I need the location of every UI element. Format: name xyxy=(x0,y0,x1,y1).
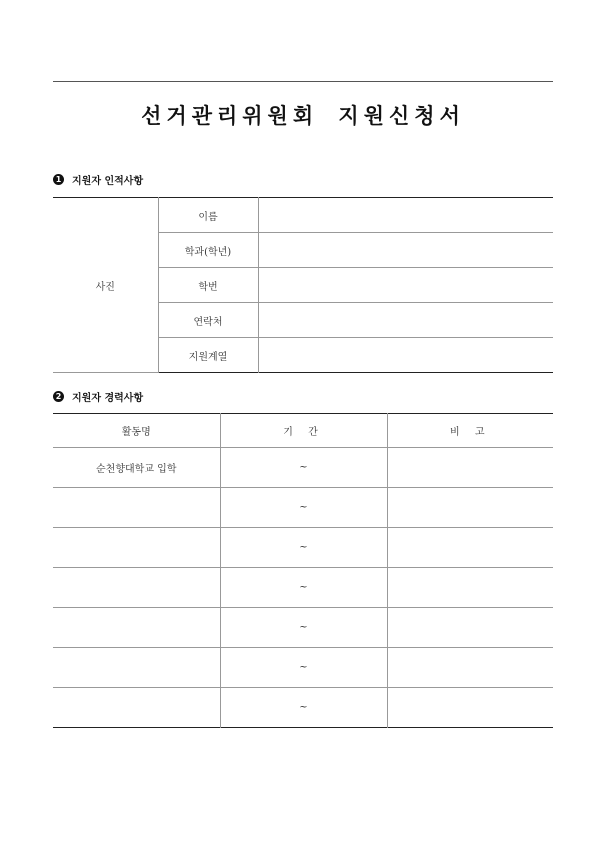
activity-cell[interactable] xyxy=(53,648,220,688)
period-cell[interactable]: ~ xyxy=(220,528,387,568)
field-value-department[interactable] xyxy=(258,233,553,268)
table-header-row xyxy=(53,414,553,448)
period-cell[interactable]: ~ xyxy=(220,488,387,528)
table-row xyxy=(53,528,553,568)
section-heading-text: 지원자 인적사항 xyxy=(72,176,144,187)
note-cell[interactable] xyxy=(387,488,553,528)
activity-cell[interactable] xyxy=(53,488,220,528)
activity-cell[interactable] xyxy=(53,568,220,608)
note-cell[interactable] xyxy=(387,608,553,648)
top-divider xyxy=(53,81,553,82)
field-label-contact: 연락처 xyxy=(158,303,258,338)
table-row xyxy=(53,688,553,728)
table-row xyxy=(53,608,553,648)
career-table xyxy=(53,413,553,728)
note-cell[interactable] xyxy=(387,688,553,728)
table-row xyxy=(53,648,553,688)
table-row xyxy=(53,488,553,528)
column-header-note: 비 고 xyxy=(387,414,553,448)
column-header-period: 기 간 xyxy=(220,414,387,448)
period-cell[interactable]: ~ xyxy=(220,648,387,688)
activity-cell[interactable]: 순천향대학교 입학 xyxy=(53,448,220,488)
note-cell[interactable] xyxy=(387,648,553,688)
period-cell[interactable]: ~ xyxy=(220,568,387,608)
section-heading-text: 지원자 경력사항 xyxy=(72,393,144,404)
field-value-track[interactable] xyxy=(258,338,553,373)
note-cell[interactable] xyxy=(387,448,553,488)
activity-cell[interactable] xyxy=(53,608,220,648)
table-row xyxy=(53,568,553,608)
field-label-student-id: 학번 xyxy=(158,268,258,303)
field-label-department: 학과(학년) xyxy=(158,233,258,268)
section-number-badge: 1 xyxy=(53,174,64,185)
personal-info-table xyxy=(53,197,553,373)
section-career-heading xyxy=(53,389,143,404)
field-value-name[interactable] xyxy=(258,198,553,233)
period-cell[interactable]: ~ xyxy=(220,448,387,488)
section-personal-info-heading xyxy=(53,172,143,187)
note-cell[interactable] xyxy=(387,568,553,608)
period-cell[interactable]: ~ xyxy=(220,688,387,728)
period-cell[interactable]: ~ xyxy=(220,608,387,648)
activity-cell[interactable] xyxy=(53,528,220,568)
table-row xyxy=(53,448,553,488)
field-label-name: 이름 xyxy=(158,198,258,233)
note-cell[interactable] xyxy=(387,528,553,568)
field-value-contact[interactable] xyxy=(258,303,553,338)
document-title: 선거관리위원회 지원신청서 xyxy=(141,103,465,128)
column-header-activity: 활동명 xyxy=(53,414,220,448)
section-number-badge: 2 xyxy=(53,391,64,402)
field-value-student-id[interactable] xyxy=(258,268,553,303)
photo-label: 사진 xyxy=(95,281,115,293)
field-label-track: 지원계열 xyxy=(158,338,258,373)
activity-cell[interactable] xyxy=(53,688,220,728)
photo-cell[interactable] xyxy=(53,198,158,373)
